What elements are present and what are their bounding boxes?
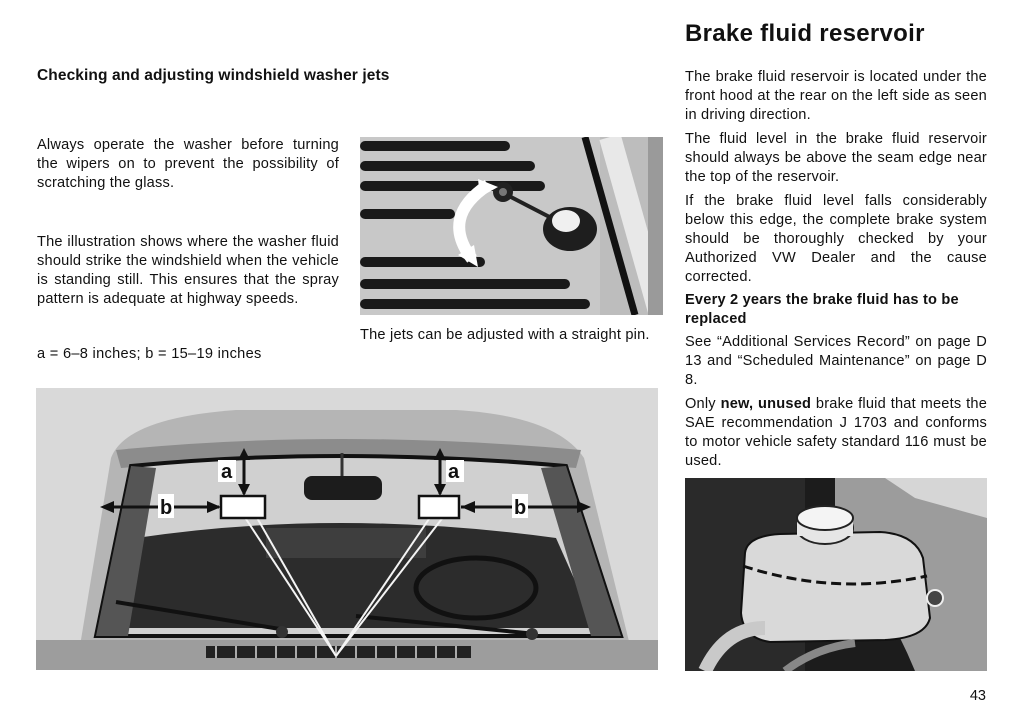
washer-instruction-paragraph: Always operate the washer before turning the wipers on to prevent the possibility of scratching the glass. [37, 137, 339, 191]
page-number: 43 [969, 688, 986, 704]
dimension-label-a-left: a [221, 461, 233, 483]
fluid-spec-rest: brake fluid that meets the SAE recommendation J 1703 and conforms to motor vehicle safety standard 116 must be used. [685, 396, 988, 469]
fluid-level-paragraph: The fluid level in the brake fluid reservoir should always be above the seam edge near the top of the reservoir. [685, 131, 987, 185]
replacement-notice: Every 2 years the brake fluid has to be replaced [685, 292, 959, 327]
measurement-text: a = 6–8 inches; b = 15–19 inches [37, 346, 262, 362]
fluid-drop-paragraph: If the brake fluid level falls considerably below this edge, the complete brake system should be thoroughly checked by your Authorized VW Dealer and the cause corrected. [685, 193, 987, 285]
windshield-spray-diagram [36, 388, 658, 670]
fluid-spec-emphasis: new, unused [720, 396, 812, 412]
spray-pattern-paragraph: The illustration shows where the washer fluid should strike the windshield when the vehicle is standing still. This ensures that the spray pattern is adequate at highway speeds. [37, 234, 339, 307]
section-heading-brake-fluid: Brake fluid reservoir [685, 20, 925, 47]
brake-reservoir-photo [685, 478, 987, 671]
section-heading-washer-jets: Checking and adjusting windshield washer jets [37, 67, 390, 84]
dimension-label-a-right: a [448, 461, 460, 483]
dimension-label-b-right: b [514, 497, 527, 519]
washer-jet-photo [360, 137, 663, 315]
fluid-spec-prefix: Only [685, 396, 721, 412]
dimension-label-b-left: b [160, 497, 173, 519]
fluid-spec-paragraph [685, 395, 987, 471]
reservoir-location-paragraph: The brake fluid reservoir is located under the front hood at the rear on the left side as seen in driving direction. [685, 69, 987, 123]
service-reference-paragraph: See “Additional Services Record” on page D 13 and “Scheduled Maintenance” on page D 8. [685, 334, 987, 388]
jet-adjust-caption: The jets can be adjusted with a straight pin. [360, 327, 650, 343]
